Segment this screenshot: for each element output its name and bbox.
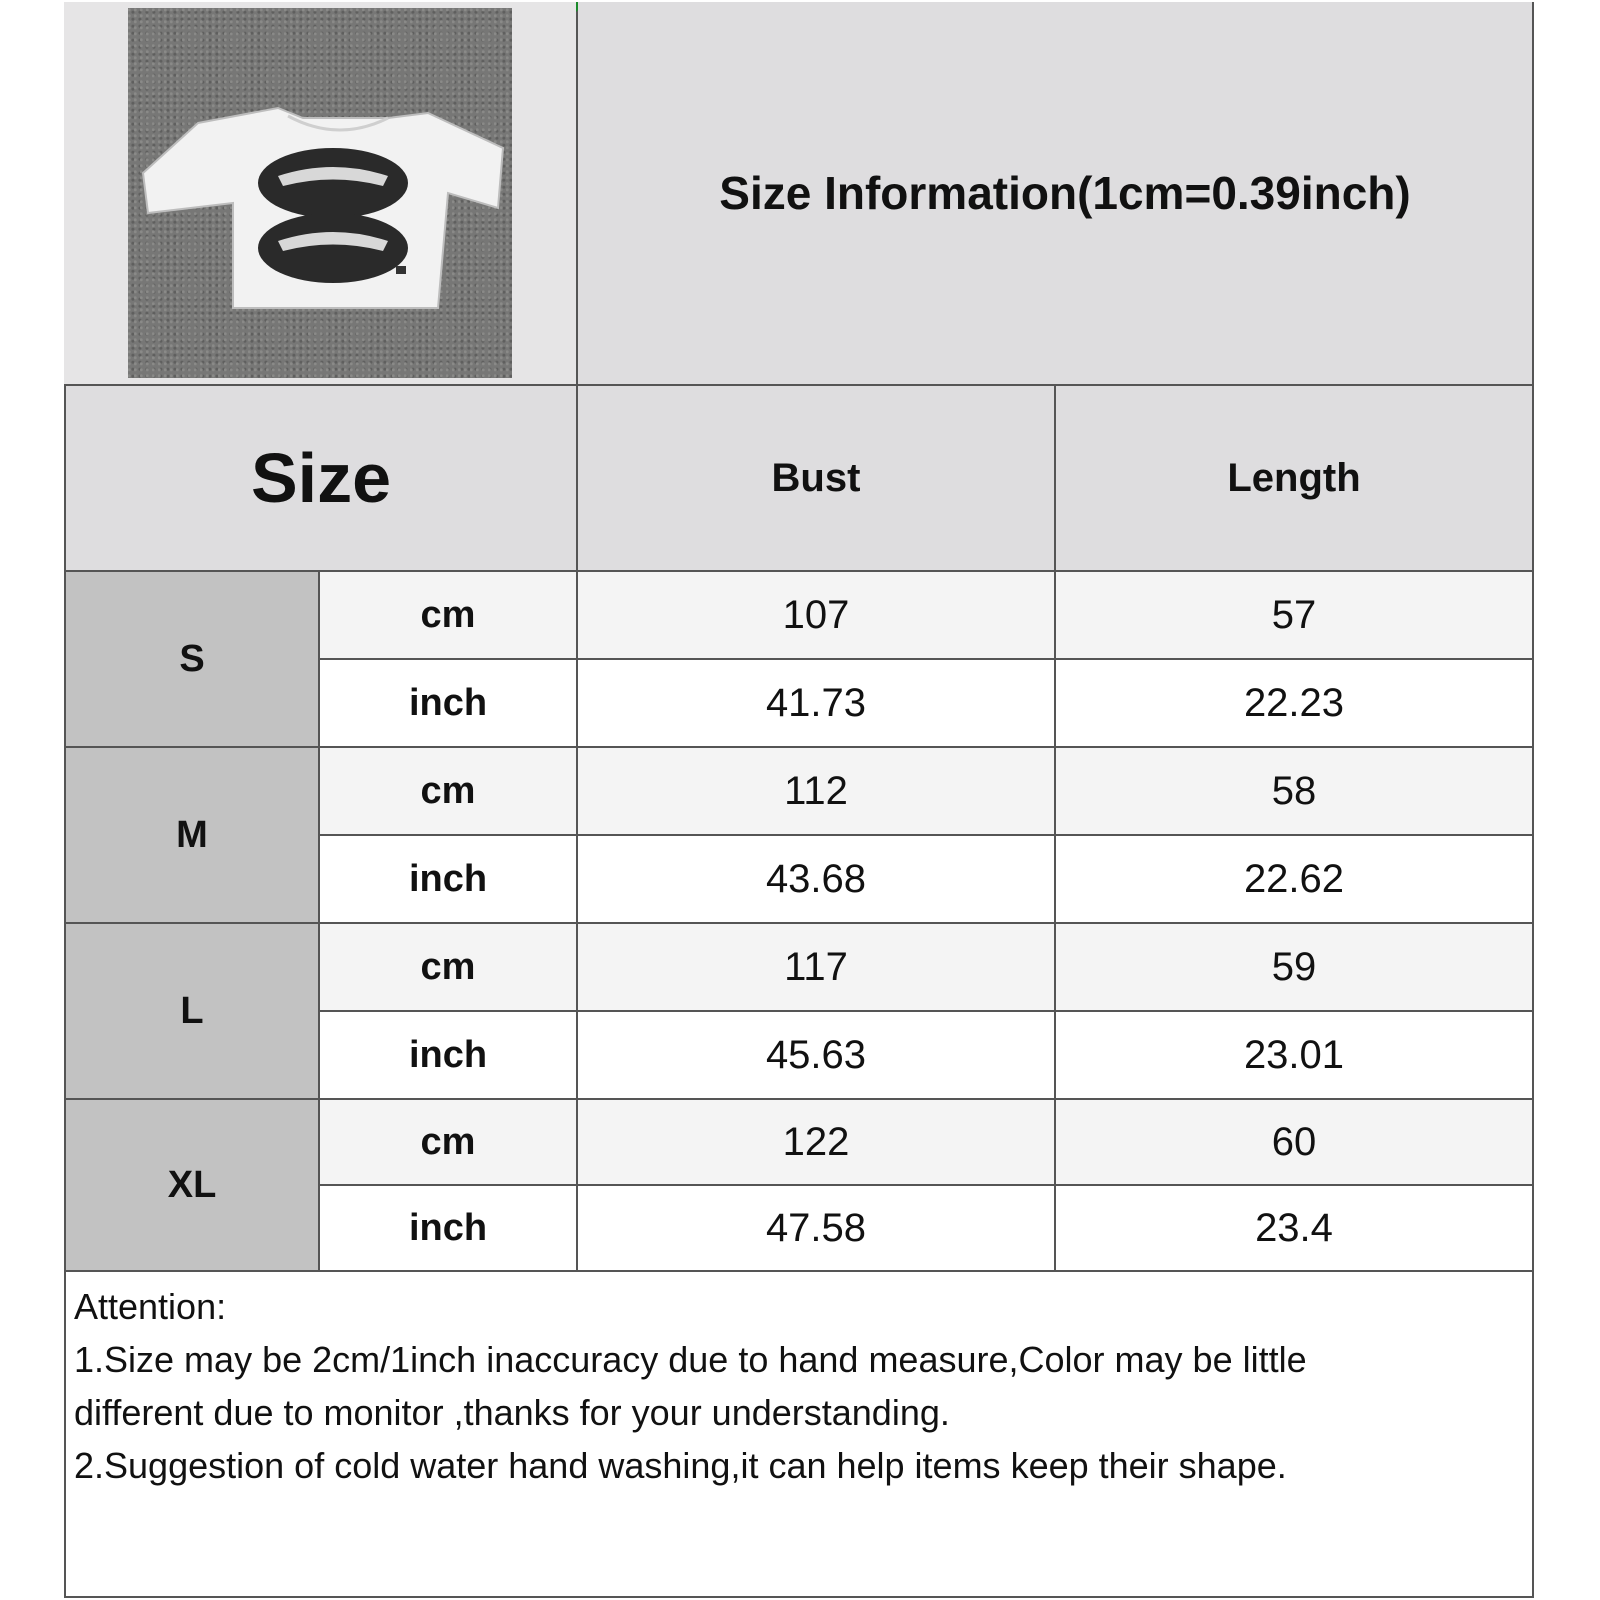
note-line: different due to monitor ,thanks for your understanding. (74, 1392, 950, 1433)
bust-value: 41.73 (765, 680, 867, 725)
length-value: 23.01 (1243, 1032, 1345, 1077)
bust-value-cell (578, 924, 1056, 1012)
bust-value: 45.63 (765, 1032, 867, 1077)
length-value: 60 (1271, 1119, 1317, 1164)
bust-value: 122 (782, 1119, 850, 1164)
product-photo (128, 8, 512, 378)
unit-cell (320, 572, 578, 660)
unit-label: inch (408, 1206, 488, 1249)
length-value: 22.62 (1243, 856, 1345, 901)
unit-cell (320, 748, 578, 836)
size-label: XL (167, 1163, 217, 1206)
unit-cell (320, 1186, 578, 1272)
unit-label: cm (420, 1120, 476, 1163)
unit-label: cm (420, 769, 476, 812)
attention-notes (64, 1272, 1534, 1598)
bust-value: 47.58 (765, 1205, 867, 1250)
unit-cell (320, 924, 578, 1012)
unit-label: cm (420, 945, 476, 988)
notes-heading: Attention: (74, 1286, 227, 1327)
unit-label: cm (420, 593, 476, 636)
size-label: S (179, 637, 205, 680)
size-cell-m (64, 748, 320, 924)
bust-value-cell (578, 660, 1056, 748)
tshirt-illustration (128, 8, 512, 378)
bust-header-label: Bust (771, 455, 861, 500)
unit-label: inch (408, 857, 488, 900)
length-value: 22.23 (1243, 680, 1345, 725)
size-cell-s (64, 572, 320, 748)
length-header (1056, 386, 1534, 572)
length-value: 59 (1271, 944, 1317, 989)
bust-value-cell (578, 1186, 1056, 1272)
length-value: 57 (1271, 592, 1317, 637)
length-value: 58 (1271, 768, 1317, 813)
note-line: 1.Size may be 2cm/1inch inaccuracy due to hand measure,Color may be little (74, 1339, 1307, 1380)
length-value-cell (1056, 1186, 1534, 1272)
length-value-cell (1056, 748, 1534, 836)
bust-value-cell (578, 1100, 1056, 1186)
size-cell-xl (64, 1100, 320, 1272)
header-title-cell (578, 2, 1534, 386)
length-value-cell (1056, 660, 1534, 748)
length-value-cell (1056, 1012, 1534, 1100)
bust-value-cell (578, 1012, 1056, 1100)
unit-cell (320, 1100, 578, 1186)
page-title: Size Information(1cm=0.39inch) (719, 167, 1411, 219)
bust-value-cell (578, 572, 1056, 660)
length-value-cell (1056, 572, 1534, 660)
bust-header (578, 386, 1056, 572)
unit-label: inch (408, 681, 488, 724)
bust-value: 107 (782, 592, 850, 637)
bust-value: 43.68 (765, 856, 867, 901)
note-line: 2.Suggestion of cold water hand washing,it can help items keep their shape. (74, 1445, 1287, 1486)
unit-cell (320, 1012, 578, 1100)
unit-label: inch (408, 1033, 488, 1076)
length-value-cell (1056, 1100, 1534, 1186)
bust-value: 112 (784, 768, 848, 813)
size-header-label: Size (250, 439, 392, 517)
unit-cell (320, 836, 578, 924)
bust-value: 117 (784, 944, 848, 989)
size-label: M (176, 813, 208, 856)
length-value-cell (1056, 924, 1534, 1012)
size-header (64, 386, 578, 572)
unit-cell (320, 660, 578, 748)
length-value: 23.4 (1255, 1205, 1333, 1250)
length-value-cell (1056, 836, 1534, 924)
size-cell-l (64, 924, 320, 1100)
size-label: L (180, 989, 204, 1032)
length-header-label: Length (1227, 455, 1361, 500)
bust-value-cell (578, 836, 1056, 924)
bust-value-cell (578, 748, 1056, 836)
